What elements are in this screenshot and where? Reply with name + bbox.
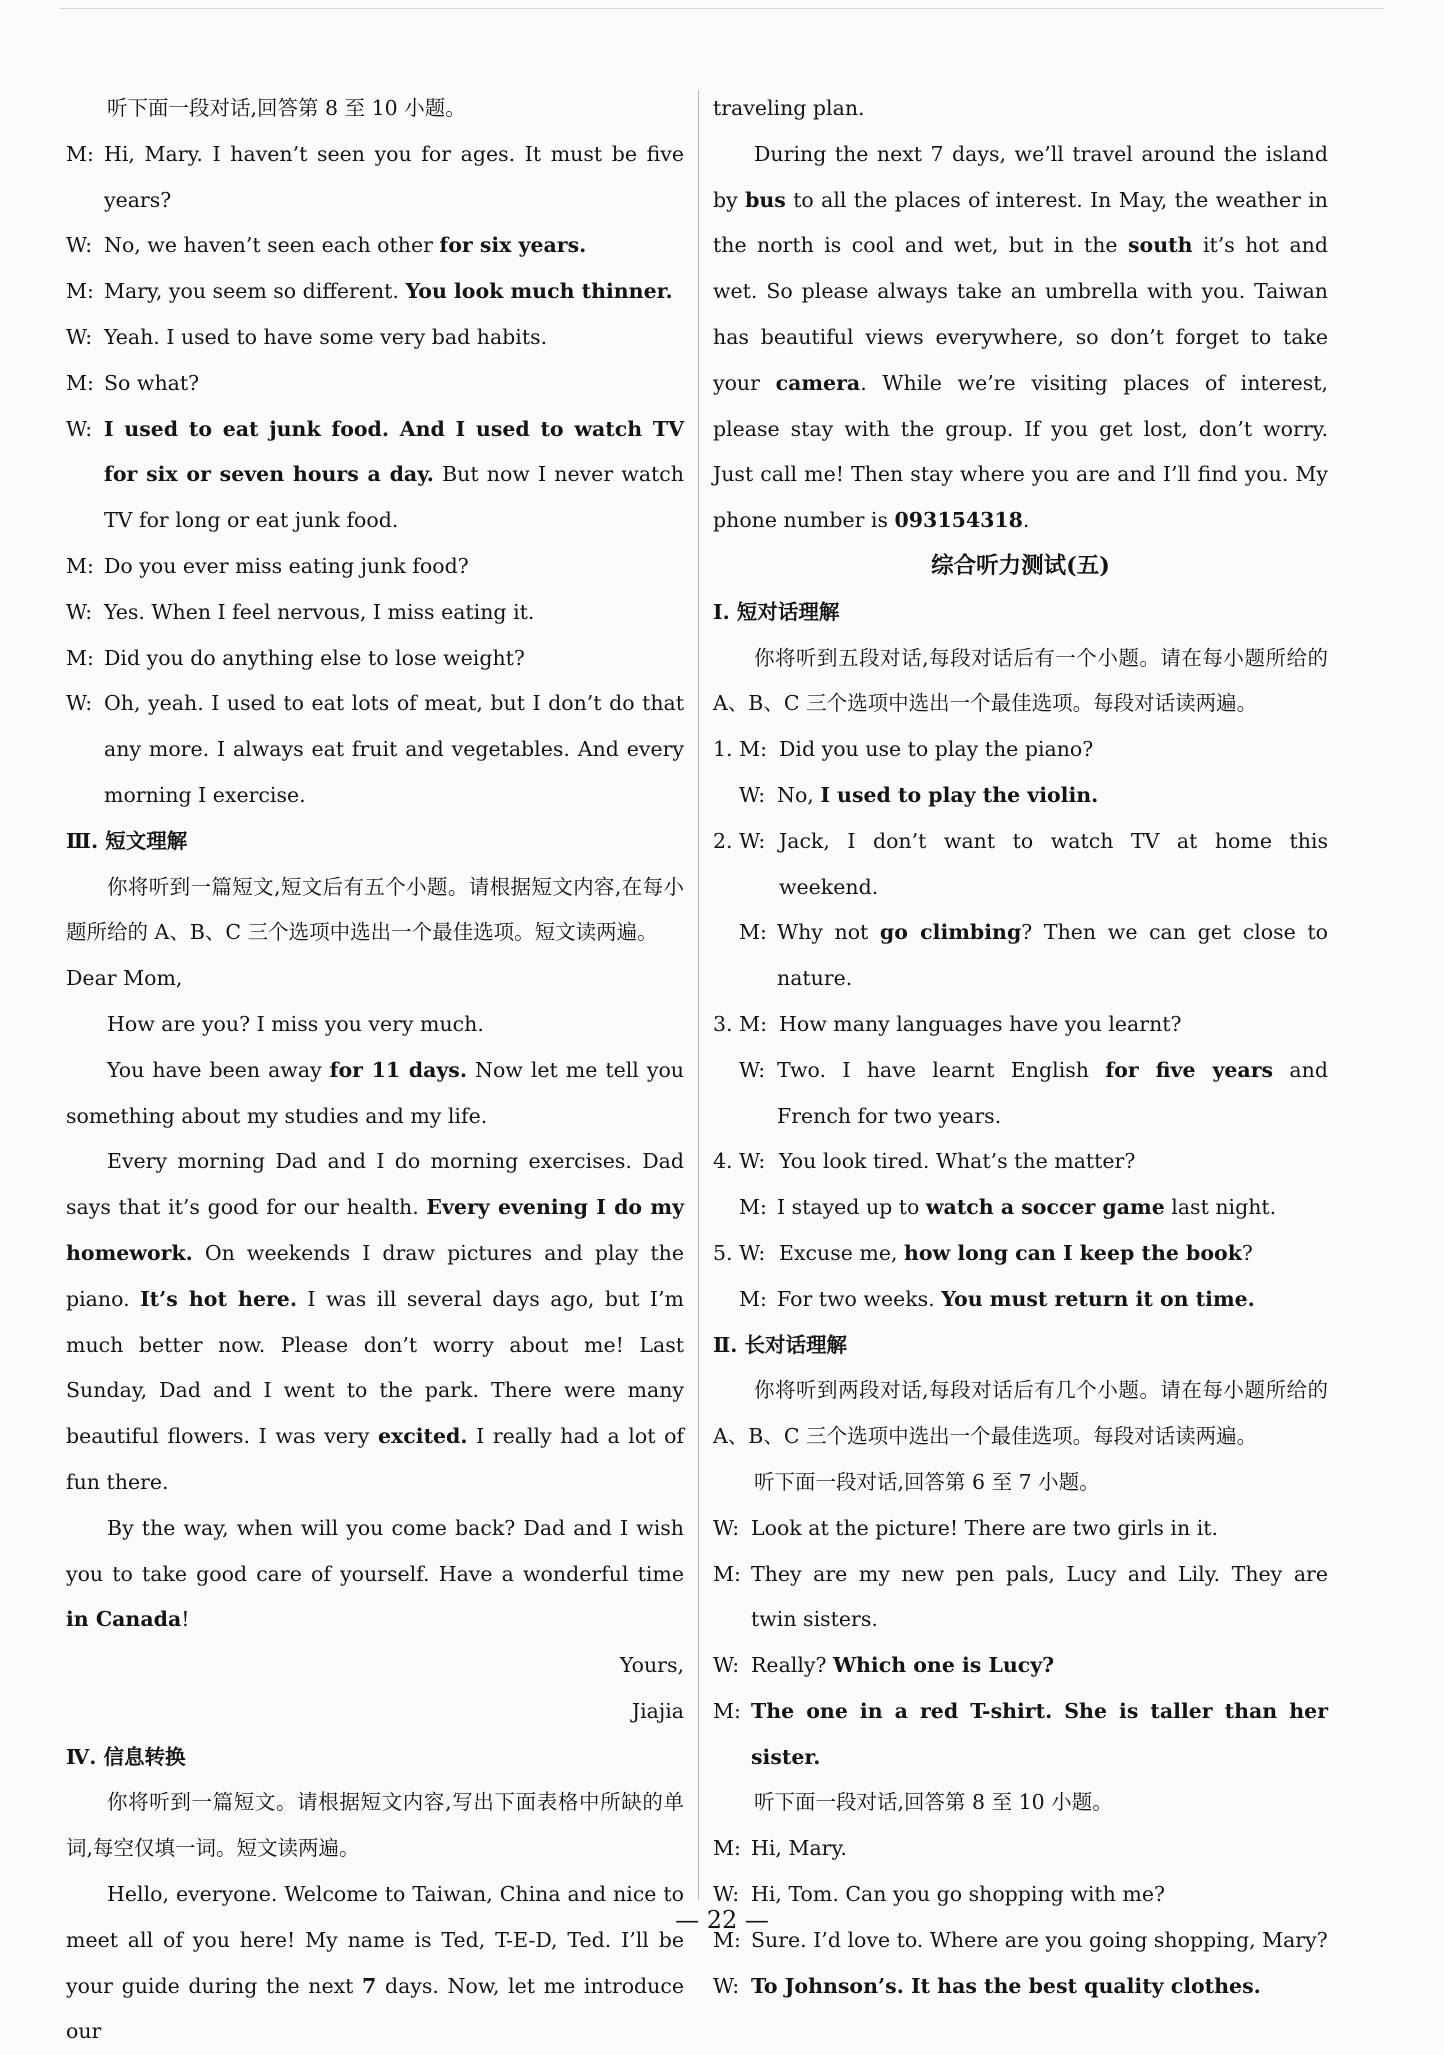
dialogue-text: [777, 1185, 1328, 1231]
text-run: Hi, Mary. I haven’t seen you for ages. It must be five years?: [104, 141, 684, 212]
speaker-label: M:: [66, 141, 94, 166]
text-run: Yeah. I used to have some very bad habits.: [104, 324, 548, 349]
speaker-label: M:: [713, 1698, 741, 1723]
dialogue-text: [751, 1506, 1328, 1552]
text-run: Yours,: [619, 1653, 684, 1678]
text-run: How are you? I miss you very much.: [107, 1011, 484, 1036]
bold-text: how long can I keep the book: [903, 1240, 1242, 1265]
speaker-label: 5. W:: [713, 1240, 766, 1265]
speaker-label: M:: [713, 1836, 741, 1861]
bold-text: bus: [745, 187, 786, 212]
dialogue-text: [779, 1231, 1328, 1277]
text-run: During the next 7 days, we’ll travel around the island by: [713, 141, 1328, 212]
text-run: to all the places of interest. In May, the weather in the north is cool and wet, but in the: [713, 187, 1328, 258]
text-run: No,: [777, 782, 821, 807]
dialogue-text: [104, 315, 684, 361]
text-run: On weekends I draw pictures and play the piano.: [66, 1240, 684, 1311]
speaker-label: 4. W:: [713, 1149, 766, 1174]
dialogue-text: [777, 1277, 1328, 1323]
dialogue-line: [713, 1964, 1328, 2010]
column-divider: [698, 90, 699, 1900]
section-heading: [66, 1735, 684, 1781]
speaker-label: M:: [739, 1195, 767, 1220]
speaker-label: W:: [66, 324, 93, 349]
text-run: Look at the picture! There are two girls in it.: [751, 1515, 1219, 1540]
text-run: Yes. When I feel nervous, I miss eating it.: [104, 599, 535, 624]
dialogue-text: [104, 132, 684, 224]
bold-text: Ⅳ. 信息转换: [66, 1744, 186, 1769]
bold-text: The one in a red T-shirt. She is taller than her sister.: [751, 1698, 1328, 1769]
text-run: Did you do anything else to lose weight?: [104, 645, 525, 670]
question-line: [713, 910, 1328, 1002]
question-line: [713, 819, 1328, 911]
text-run: Mary, you seem so different.: [104, 279, 406, 304]
text-run: 听下面一段对话,回答第 8 至 10 小题。: [754, 1790, 1113, 1815]
left-column: [66, 86, 684, 2055]
paragraph: [66, 1780, 684, 1872]
dialogue-text: [777, 1048, 1328, 1140]
dialogue-text: [104, 590, 684, 636]
text-run: Jiajia: [631, 1698, 684, 1723]
dialogue-text: [104, 269, 684, 315]
dialogue-text: [751, 1964, 1328, 2010]
text-run: ? Then we can get close to nature.: [777, 920, 1328, 991]
dialogue-text: [751, 1643, 1328, 1689]
dialogue-text: [104, 407, 684, 544]
text-run: They are my new pen pals, Lucy and Lily. They are twin sisters.: [751, 1561, 1328, 1632]
speaker-label: M:: [713, 1561, 741, 1586]
signature-line: [66, 1689, 684, 1735]
section-heading: [713, 1323, 1328, 1369]
question-line: [713, 727, 1328, 773]
paragraph: [713, 1460, 1328, 1506]
text-run: !: [181, 1607, 190, 1632]
paragraph: [713, 86, 1328, 132]
bold-text: south: [1128, 233, 1193, 258]
text-run: 听下面一段对话,回答第 8 至 10 小题。: [107, 96, 466, 120]
speaker-label: W:: [713, 1515, 740, 1540]
question-line: [713, 1277, 1328, 1323]
text-run: it’s hot and wet. So please always take an umbrella with you. Taiwan has beautiful views everywhere, so don’t forget to take your: [713, 233, 1328, 395]
speaker-label: M:: [66, 370, 94, 395]
text-run: Do you ever miss eating junk food?: [104, 553, 469, 578]
text-run: Hi, Mary.: [751, 1836, 847, 1861]
bold-text: Every evening I do my homework.: [66, 1195, 684, 1265]
top-rule: [60, 8, 1384, 9]
speaker-label: M:: [739, 920, 767, 945]
text-run: Hi, Tom. Can you go shopping with me?: [751, 1882, 1165, 1907]
bold-text: for 11 days.: [329, 1057, 467, 1082]
text-run: Every morning Dad and I do morning exercises. Dad says that it’s good for our health.: [66, 1149, 684, 1220]
dialogue-text: [777, 910, 1328, 1002]
dialogue-text: [104, 223, 684, 269]
dialogue-line: [66, 223, 684, 269]
text-run: Sure. I’d love to. Where are you going shopping, Mary?: [751, 1927, 1328, 1952]
text-run: By the way, when will you come back? Dad and I wish you to take good care of yourself. Have a wonderful time: [66, 1515, 684, 1586]
question-line: [713, 773, 1328, 819]
bold-text: To Johnson’s. It has the best quality clothes.: [751, 1973, 1261, 1998]
dialogue-line: [66, 681, 684, 818]
paragraph: [713, 636, 1328, 728]
dialogue-line: [713, 1643, 1328, 1689]
test-title: [713, 544, 1328, 590]
text-run: I was ill several days ago, but I’m much better now. Please don’t worry about me! Last Sunday, Dad and I went to the park. There were many beautiful flowers. I was very: [66, 1286, 684, 1449]
text-run: Really?: [751, 1653, 833, 1678]
bold-text: in Canada: [66, 1607, 182, 1632]
bold-text: I used to play the violin.: [820, 782, 1099, 807]
speaker-label: W:: [739, 782, 766, 807]
paragraph: [713, 1368, 1328, 1460]
bold-text: camera: [775, 370, 861, 395]
text-run: Hello, everyone. Welcome to Taiwan, China and nice to meet all of you here! My name is Ted, T-E-D, Ted. I’ll be your guide during the next: [66, 1882, 684, 1998]
bold-text: for five years: [1105, 1057, 1274, 1082]
section-heading: [713, 590, 1328, 636]
text-run: 你将听到一篇短文。请根据短文内容,写出下面表格中所缺的单词,每空仅填一词。短文读两遍。: [66, 1790, 684, 1861]
dialogue-line: [66, 269, 684, 315]
paragraph: [713, 1780, 1328, 1826]
dialogue-line: [66, 544, 684, 590]
dialogue-text: [104, 361, 684, 407]
dialogue-line: [713, 1506, 1328, 1552]
paragraph: [66, 1139, 684, 1505]
section-heading: [66, 819, 684, 865]
text-run: and French for two years.: [777, 1057, 1328, 1128]
text-run: 你将听到五段对话,每段对话后有一个小题。请在每小题所给的 A、B、C 三个选项中选出一个最佳选项。每段对话读两遍。: [713, 645, 1328, 716]
text-run: 你将听到两段对话,每段对话后有几个小题。请在每小题所给的 A、B、C 三个选项中选出一个最佳选项。每段对话读两遍。: [713, 1378, 1328, 1449]
dialogue-line: [66, 636, 684, 682]
dialogue-text: [779, 819, 1328, 911]
text-run: Dear Mom,: [66, 966, 183, 991]
speaker-label: W:: [739, 1057, 766, 1082]
speaker-label: W:: [713, 1653, 740, 1678]
question-line: [713, 1139, 1328, 1185]
text-run: last night.: [1164, 1195, 1277, 1220]
text-run: 你将听到一篇短文,短文后有五个小题。请根据短文内容,在每小题所给的 A、B、C 三个选项中选出一个最佳选项。短文读两遍。: [66, 874, 684, 945]
right-column: [713, 86, 1328, 2009]
speaker-label: W:: [713, 1882, 740, 1907]
paragraph: [66, 86, 684, 132]
paragraph: [66, 865, 684, 957]
speaker-label: W:: [66, 691, 93, 716]
question-line: [713, 1002, 1328, 1048]
speaker-label: 3. M:: [713, 1011, 767, 1036]
bold-text: excited.: [377, 1424, 468, 1449]
question-line: [713, 1231, 1328, 1277]
text-run: Oh, yeah. I used to eat lots of meat, but I don’t do that any more. I always eat fruit and vegetables. And every morning I exercise.: [104, 691, 684, 807]
bold-text: go climbing: [879, 920, 1022, 945]
text-run: . While we’re visiting places of interest, please stay with the group. If you get lost, don’t worry. Just call me! Then stay where you are and I’ll find you. My phone number is: [713, 370, 1328, 533]
question-line: [713, 1048, 1328, 1140]
text-run: Jack, I don’t want to watch TV at home this weekend.: [779, 828, 1328, 899]
text-run: ?: [1241, 1240, 1253, 1265]
speaker-label: 1. M:: [713, 737, 767, 762]
dialogue-text: [751, 1552, 1328, 1644]
page-number: — 22 —: [675, 1906, 769, 1934]
dialogue-text: [777, 773, 1328, 819]
speaker-label: 2. W:: [713, 828, 766, 853]
text-run: You have been away: [107, 1057, 330, 1082]
text-run: I really had a lot of fun there.: [66, 1424, 684, 1494]
text-run: You look tired. What’s the matter?: [779, 1149, 1136, 1174]
dialogue-line: [713, 1689, 1328, 1781]
text-run: For two weeks.: [777, 1286, 942, 1311]
dialogue-text: [751, 1689, 1328, 1781]
text-run: How many languages have you learnt?: [779, 1011, 1182, 1036]
text-run: 听下面一段对话,回答第 6 至 7 小题。: [754, 1469, 1100, 1494]
dialogue-line: [66, 590, 684, 636]
paragraph: [713, 132, 1328, 544]
bold-text: Ⅲ. 短文理解: [66, 828, 188, 853]
bold-text: I used to eat junk food. And I used to watch TV for six or seven hours a day.: [104, 416, 684, 487]
text-run: days. Now, let me introduce our: [66, 1973, 684, 2044]
dialogue-text: [751, 1826, 1328, 1872]
dialogue-line: [66, 407, 684, 544]
bold-text: Ⅱ. 长对话理解: [713, 1332, 848, 1357]
paragraph: [66, 956, 684, 1002]
speaker-label: W:: [66, 599, 93, 624]
text-run: I stayed up to: [777, 1195, 926, 1220]
text-run: .: [1022, 508, 1030, 533]
bold-text: 7: [362, 1973, 377, 1998]
speaker-label: M:: [713, 1927, 741, 1952]
dialogue-text: [104, 544, 684, 590]
paragraph: [66, 1002, 684, 1048]
dialogue-text: [779, 1139, 1328, 1185]
speaker-label: M:: [66, 279, 94, 304]
dialogue-text: [779, 1002, 1328, 1048]
signature-line: [66, 1643, 684, 1689]
text-run: But now I never watch TV for long or eat junk food.: [104, 462, 684, 533]
speaker-label: W:: [66, 233, 93, 258]
bold-text: Which one is Lucy?: [833, 1653, 1055, 1678]
dialogue-line: [66, 315, 684, 361]
speaker-label: M:: [739, 1286, 767, 1311]
dialogue-line: [713, 1826, 1328, 1872]
dialogue-text: [779, 727, 1328, 773]
speaker-label: M:: [66, 645, 94, 670]
speaker-label: W:: [713, 1973, 740, 1998]
bold-text: You look much thinner.: [405, 279, 673, 304]
text-run: So what?: [104, 370, 200, 395]
speaker-label: W:: [66, 416, 93, 441]
text-run: No, we haven’t seen each other: [104, 233, 440, 258]
speaker-label: M:: [66, 553, 94, 578]
bold-text: It’s hot here.: [140, 1286, 297, 1311]
text-run: Did you use to play the piano?: [779, 737, 1094, 762]
paragraph: [66, 1506, 684, 1643]
text-run: Now let me tell you something about my studies and my life.: [66, 1057, 684, 1128]
text-run: Two. I have learnt English: [777, 1057, 1106, 1082]
dialogue-line: [66, 132, 684, 224]
bold-text: 093154318: [894, 508, 1023, 533]
bold-text: for six years.: [439, 233, 587, 258]
dialogue-line: [66, 361, 684, 407]
dialogue-line: [713, 1552, 1328, 1644]
bold-text: Ⅰ. 短对话理解: [713, 599, 840, 624]
text-run: traveling plan.: [713, 96, 865, 120]
text-run: Excuse me,: [779, 1240, 904, 1265]
bold-text: watch a soccer game: [925, 1195, 1165, 1220]
dialogue-text: [104, 636, 684, 682]
bold-text: You must return it on time.: [941, 1286, 1255, 1311]
question-line: [713, 1185, 1328, 1231]
bold-text: 综合听力测试(五): [931, 552, 1110, 579]
text-run: Why not: [777, 920, 880, 945]
dialogue-text: [104, 681, 684, 818]
paragraph: [66, 1048, 684, 1140]
